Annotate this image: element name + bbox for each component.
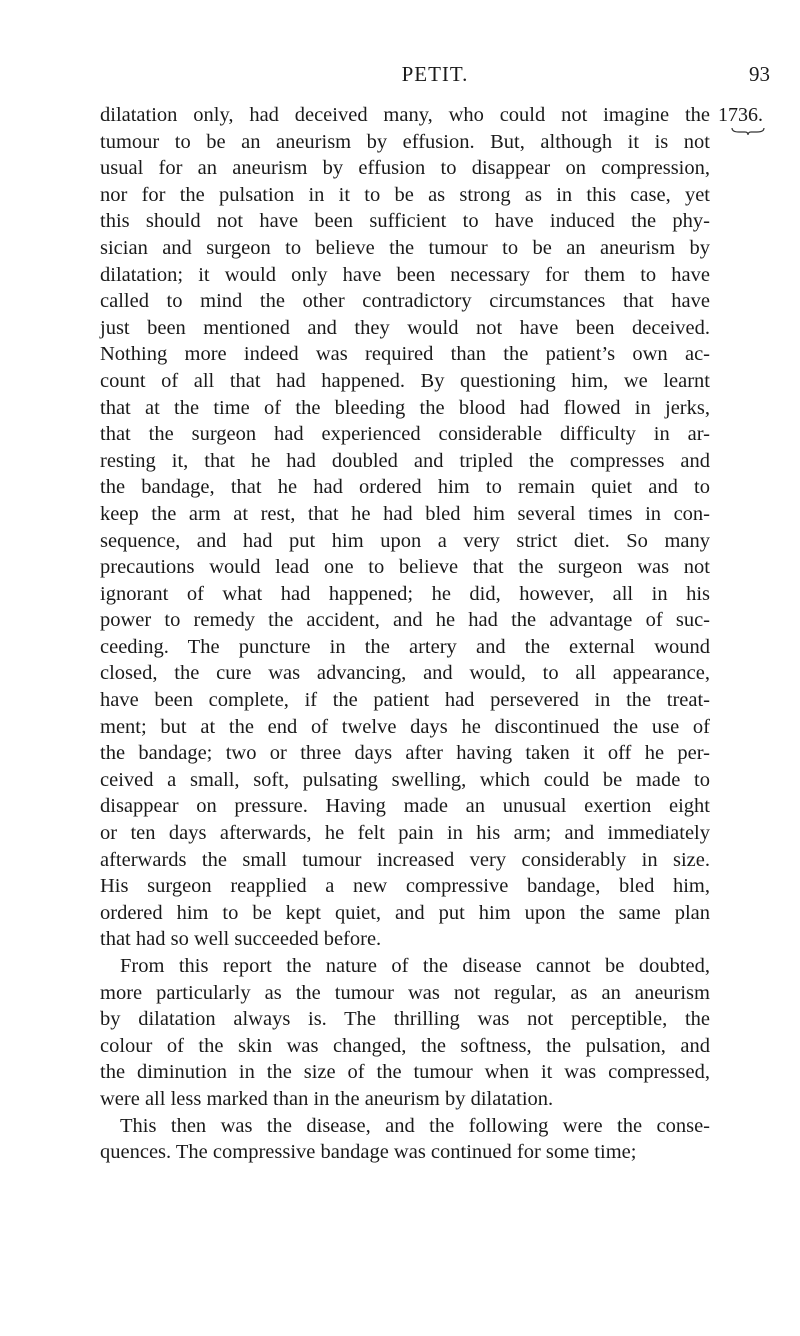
text-line: by dilatation always is. The thrilling was not perceptible, the	[100, 1008, 710, 1031]
text-line: ment; but at the end of twelve days he discontinued the use of	[100, 715, 710, 738]
text-line: have been complete, if the patient had persevered in the treat-	[100, 689, 710, 712]
text-line: From this report the nature of the disease cannot be doubted,	[120, 955, 710, 977]
text-line: resting it, that he had doubled and tripled the compresses and	[100, 449, 710, 472]
text-line: quences. The compressive bandage was continued for some time;	[100, 1141, 637, 1164]
text-line: dilatation only, had deceived many, who could not imagine the	[100, 104, 710, 126]
margin-year-note: 1736.	[718, 104, 763, 126]
text-line: keep the arm at rest, that he had bled him several times in con-	[100, 502, 710, 525]
text-line: precautions would lead one to believe that the surgeon was not	[100, 556, 710, 579]
text-line: power to remedy the accident, and he had the advantage of suc-	[100, 609, 710, 632]
text-line: tumour to be an aneurism by effusion. But, although it is not	[100, 130, 710, 153]
text-line: This then was the disease, and the following were the conse-	[120, 1114, 710, 1137]
text-line: nor for the pulsation in it to be as strong as in this case, yet	[100, 183, 710, 206]
text-line: called to mind the other contradictory circumstances that have	[100, 290, 710, 313]
text-line: were all less marked than in the aneurism by dilatation.	[100, 1087, 554, 1110]
text-line: that had so well succeeded before.	[100, 928, 382, 951]
text-line: ceived a small, soft, pulsating swelling, which could be made to	[100, 768, 710, 791]
text-line: Nothing more indeed was required than the patient’s own ac-	[100, 343, 710, 366]
text-line: just been mentioned and they would not have been deceived.	[100, 316, 710, 339]
text-line: ceeding. The puncture in the artery and the external wound	[100, 635, 710, 658]
text-line: more particularly as the tumour was not regular, as an aneurism	[100, 981, 710, 1004]
running-title: PETIT.	[401, 62, 469, 86]
text-line: or ten days afterwards, he felt pain in his arm; and immediately	[100, 822, 710, 845]
text-line: afterwards the small tumour increased very considerably in size.	[100, 848, 710, 871]
running-head	[100, 62, 770, 92]
margin-brace-icon	[731, 127, 765, 136]
text-line: disappear on pressure. Having made an unusual exertion eight	[100, 795, 710, 818]
text-line: the bandage, that he had ordered him to remain quiet and to	[100, 476, 710, 499]
text-line: His surgeon reapplied a new compressive bandage, bled him,	[100, 875, 710, 898]
text-line: colour of the skin was changed, the softness, the pulsation, and	[100, 1034, 710, 1057]
page-number: 93	[749, 62, 770, 86]
text-line: dilatation; it would only have been necessary for them to have	[100, 263, 710, 286]
text-line: that the surgeon had experienced considerable difficulty in ar-	[100, 423, 710, 446]
text-line: that at the time of the bleeding the blood had flowed in jerks,	[100, 396, 710, 419]
text-line: ignorant of what had happened; he did, however, all in his	[100, 582, 710, 605]
text-line: this should not have been sufficient to have induced the phy-	[100, 210, 710, 233]
text-line: usual for an aneurism by effusion to disappear on compression,	[100, 157, 710, 180]
text-line: closed, the cure was advancing, and would, to all appearance,	[100, 662, 710, 685]
text-line: the diminution in the size of the tumour when it was compressed,	[100, 1061, 710, 1084]
body-text	[100, 102, 710, 1166]
text-line: count of all that had happened. By questioning him, we learnt	[100, 369, 710, 392]
text-line: sequence, and had put him upon a very strict diet. So many	[100, 529, 710, 552]
text-line: ordered him to be kept quiet, and put him upon the same plan	[100, 901, 710, 924]
text-line: the bandage; two or three days after having taken it off he per-	[100, 742, 710, 765]
text-line: sician and surgeon to believe the tumour to be an aneurism by	[100, 236, 710, 259]
